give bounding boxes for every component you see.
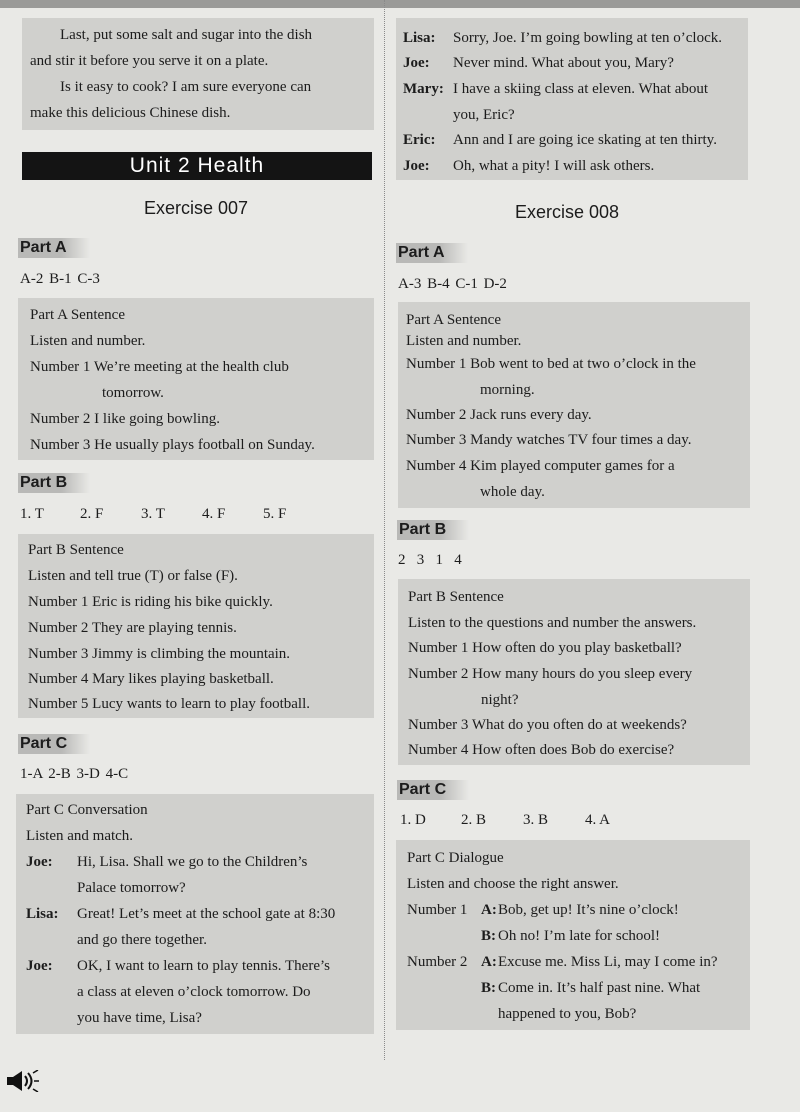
part-c-line: Part C Dialogue	[407, 850, 504, 866]
part-b-line: Number 3 What do you often do at weekends?	[408, 717, 687, 733]
part-b-answer: 2. F	[80, 506, 104, 522]
part-a-line: Number 1 We’re meeting at the health club	[30, 359, 289, 375]
dialog-line: Palace tomorrow?	[77, 880, 186, 896]
part-b-line: night?	[481, 692, 519, 708]
part-c-line: Listen and match.	[26, 828, 134, 844]
part-a-line: whole day.	[480, 484, 545, 500]
speaker-name: Joe:	[403, 55, 430, 71]
speaker-icon	[6, 1070, 40, 1092]
speaker-name: Lisa:	[403, 30, 436, 46]
dialog-line: a class at eleven o’clock tomorrow. Do	[77, 984, 311, 1000]
speaker-tag: B:	[481, 980, 496, 996]
part-b-line: Listen and tell true (T) or false (F).	[28, 568, 238, 584]
column-divider	[384, 0, 385, 1060]
part-a-line: Number 3 Mandy watches TV four times a day.	[406, 432, 692, 448]
dialog-line: Never mind. What about you, Mary?	[453, 55, 674, 71]
part-a-line: Number 2 Jack runs every day.	[406, 407, 592, 423]
dialog-line: Oh no! I’m late for school!	[498, 928, 661, 944]
part-b-line: Part B Sentence	[408, 589, 504, 605]
dialog-line: Oh, what a pity! I will ask others.	[453, 158, 655, 174]
part-a-line: Listen and number.	[406, 333, 522, 349]
intro-line: Is it easy to cook? I am sure everyone can	[60, 79, 312, 95]
speaker-tag: B:	[481, 928, 496, 944]
part-b-answer: 5. F	[263, 506, 287, 522]
part-b-answer: 4. F	[202, 506, 226, 522]
part-a-line: Part A Sentence	[406, 312, 501, 328]
part-c-line: Listen and choose the right answer.	[407, 876, 619, 892]
part-b-answer: 3. T	[141, 506, 165, 522]
dialog-line: you have time, Lisa?	[77, 1010, 202, 1026]
dialog-line: Hi, Lisa. Shall we go to the Children’s	[77, 854, 308, 870]
dialog-line: happened to you, Bob?	[498, 1006, 637, 1022]
exercise-title: Exercise 008	[515, 202, 620, 222]
dialog-line: Come in. It’s half past nine. What	[498, 980, 701, 996]
part-b-line: Number 2 They are playing tennis.	[28, 620, 237, 636]
part-b-line: Number 3 Jimmy is climbing the mountain.	[28, 646, 291, 662]
dialog-line: Bob, get up! It’s nine o’clock!	[498, 902, 679, 918]
unit-title: Unit 2 Health	[22, 152, 372, 180]
page-top-edge	[0, 0, 800, 8]
part-b-line: Number 5 Lucy wants to learn to play football.	[28, 696, 311, 712]
part-a-label: Part A	[18, 238, 90, 258]
part-a-line: Number 1 Bob went to bed at two o’clock in the	[406, 356, 696, 372]
part-a-line: Listen and number.	[30, 333, 146, 349]
part-a-line: Number 4 Kim played computer games for a	[406, 458, 675, 474]
speaker-name: Eric:	[403, 132, 436, 148]
speaker-name: Joe:	[26, 958, 53, 974]
intro-line: Last, put some salt and sugar into the dish	[60, 27, 313, 43]
part-a-line: Number 3 He usually plays football on Sunday.	[30, 437, 315, 453]
part-a-label: Part A	[396, 243, 468, 263]
part-b-line: Part B Sentence	[28, 542, 124, 558]
dialog-line: and go there together.	[77, 932, 207, 948]
dialog-line: you, Eric?	[453, 107, 515, 123]
part-c-answer: 1. D	[400, 812, 426, 828]
dialog-line: OK, I want to learn to play tennis. There’s	[77, 958, 330, 974]
speaker-name: Mary:	[403, 81, 444, 97]
dialog-line: Excuse me. Miss Li, may I come in?	[498, 954, 718, 970]
part-b-line: Number 4 Mary likes playing basketball.	[28, 671, 274, 687]
dialog-line: Sorry, Joe. I’m going bowling at ten o’clock.	[453, 30, 722, 46]
part-c-answer: 3. B	[523, 812, 549, 828]
question-number: Number 1	[407, 902, 468, 918]
part-a-line: morning.	[480, 382, 535, 398]
intro-line: make this delicious Chinese dish.	[30, 105, 231, 121]
part-c-answer: 2. B	[461, 812, 487, 828]
part-c-label: Part C	[18, 734, 90, 754]
part-b-line: Listen to the questions and number the answers.	[408, 615, 697, 631]
part-a-answers: A-2 B-1 C-3	[20, 271, 100, 287]
part-b-label: Part B	[18, 473, 90, 493]
speaker-tag: A:	[481, 954, 497, 970]
part-c-label: Part C	[397, 780, 469, 800]
part-a-line: tomorrow.	[102, 385, 164, 401]
speaker-name: Joe:	[26, 854, 53, 870]
part-b-line: Number 2 How many hours do you sleep every	[408, 666, 693, 682]
part-b-answers: 2 3 1 4	[398, 552, 462, 568]
part-b-line: Number 1 How often do you play basketball?	[408, 640, 682, 656]
part-c-answers: 1-A 2-B 3-D 4-C	[20, 766, 129, 782]
part-c-line: Part C Conversation	[26, 802, 148, 818]
part-a-line: Number 2 I like going bowling.	[30, 411, 220, 427]
part-a-line: Part A Sentence	[30, 307, 125, 323]
part-b-label: Part B	[397, 520, 469, 540]
question-number: Number 2	[407, 954, 468, 970]
intro-line: and stir it before you serve it on a plate.	[30, 53, 269, 69]
dialog-line: I have a skiing class at eleven. What about	[453, 81, 709, 97]
speaker-name: Lisa:	[26, 906, 59, 922]
part-b-answer: 1. T	[20, 506, 44, 522]
speaker-name: Joe:	[403, 158, 430, 174]
dialog-line: Ann and I are going ice skating at ten thirty.	[453, 132, 717, 148]
part-b-line: Number 4 How often does Bob do exercise?	[408, 742, 675, 758]
speaker-tag: A:	[481, 902, 497, 918]
dialog-line: Great! Let’s meet at the school gate at 8:30	[77, 906, 336, 922]
exercise-title: Exercise 007	[144, 198, 249, 218]
part-c-answer: 4. A	[585, 812, 611, 828]
part-b-line: Number 1 Eric is riding his bike quickly.	[28, 594, 273, 610]
part-a-answers: A-3 B-4 C-1 D-2	[398, 276, 507, 292]
